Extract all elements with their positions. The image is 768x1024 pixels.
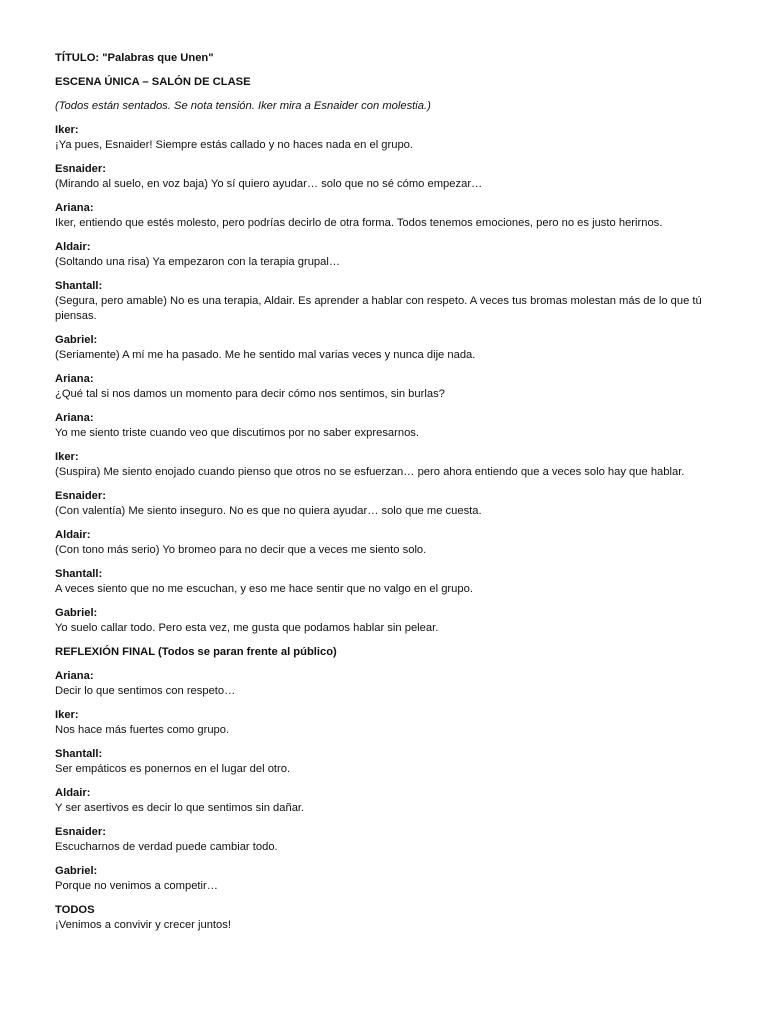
speaker-name: Ariana: <box>55 373 94 385</box>
scene-heading: ESCENA ÚNICA – SALÓN DE CLASE <box>55 76 251 88</box>
dialogue-line: (Segura, pero amable) No es una terapia, Aldair. Es aprender a hablar con respeto. A veces tus bromas molestan más de lo que tú piensas. <box>55 295 702 322</box>
dialogue-line: Iker, entiendo que estés molesto, pero podrías decirlo de otra forma. Todos tenemos emociones, pero no es justo herirnos. <box>55 217 663 229</box>
speaker-name: Ariana: <box>55 202 94 214</box>
speaker-name: Gabriel: <box>55 865 98 877</box>
dialogue-block <box>55 489 735 519</box>
dialogue-line: (Suspira) Me siento enojado cuando pienso que otros no se esfuerzan… pero ahora entiendo que a veces solo hay que hablar. <box>55 466 685 478</box>
reflection-heading: REFLEXIÓN FINAL (Todos se paran frente al público) <box>55 646 337 658</box>
speaker-name: Esnaider: <box>55 826 106 838</box>
dialogue-block <box>55 162 735 192</box>
dialogue-block <box>55 528 735 558</box>
dialogue-section <box>55 123 735 636</box>
reflection-block <box>55 864 735 894</box>
reflection-block <box>55 903 735 933</box>
reflection-line: Nos hace más fuertes como grupo. <box>55 724 230 736</box>
reflection-block <box>55 669 735 699</box>
reflection-line: Escucharnos de verdad puede cambiar todo. <box>55 841 278 853</box>
reflection-line: Ser empáticos es ponernos en el lugar del otro. <box>55 763 291 775</box>
document-title: TÍTULO: "Palabras que Unen" <box>55 52 214 64</box>
speaker-name: Shantall: <box>55 748 103 760</box>
stage-direction: (Todos están sentados. Se nota tensión. Iker mira a Esnaider con molestia.) <box>55 100 431 112</box>
speaker-name: Shantall: <box>55 568 103 580</box>
speaker-name: Ariana: <box>55 412 94 424</box>
dialogue-block <box>55 333 735 363</box>
dialogue-block <box>55 123 735 153</box>
script-document <box>55 51 735 942</box>
dialogue-block <box>55 450 735 480</box>
dialogue-block <box>55 567 735 597</box>
dialogue-line: (Mirando al suelo, en voz baja) Yo sí quiero ayudar… solo que no sé cómo empezar… <box>55 178 483 190</box>
reflection-block <box>55 786 735 816</box>
speaker-name: Esnaider: <box>55 163 106 175</box>
speaker-name: Gabriel: <box>55 607 98 619</box>
reflection-block <box>55 708 735 738</box>
dialogue-line: ¿Qué tal si nos damos un momento para decir cómo nos sentimos, sin burlas? <box>55 388 445 400</box>
dialogue-block <box>55 606 735 636</box>
reflection-block <box>55 825 735 855</box>
speaker-name: Ariana: <box>55 670 94 682</box>
reflection-section <box>55 669 735 933</box>
reflection-line: Decir lo que sentimos con respeto… <box>55 685 236 697</box>
dialogue-block <box>55 240 735 270</box>
dialogue-block <box>55 411 735 441</box>
reflection-line: Y ser asertivos es decir lo que sentimos sin dañar. <box>55 802 305 814</box>
reflection-line: ¡Venimos a convivir y crecer juntos! <box>55 919 231 931</box>
speaker-name: Iker: <box>55 451 79 463</box>
dialogue-line: Yo suelo callar todo. Pero esta vez, me gusta que podamos hablar sin pelear. <box>55 622 439 634</box>
dialogue-line: (Con tono más serio) Yo bromeo para no decir que a veces me siento solo. <box>55 544 427 556</box>
dialogue-block <box>55 279 735 324</box>
speaker-name: Esnaider: <box>55 490 106 502</box>
reflection-block <box>55 747 735 777</box>
dialogue-line: A veces siento que no me escuchan, y eso me hace sentir que no valgo en el grupo. <box>55 583 473 595</box>
speaker-name: Aldair: <box>55 241 91 253</box>
speaker-name: TODOS <box>55 904 95 916</box>
speaker-name: Aldair: <box>55 529 91 541</box>
reflection-line: Porque no venimos a competir… <box>55 880 218 892</box>
speaker-name: Gabriel: <box>55 334 98 346</box>
dialogue-line: Yo me siento triste cuando veo que discutimos por no saber expresarnos. <box>55 427 420 439</box>
dialogue-line: ¡Ya pues, Esnaider! Siempre estás callado y no haces nada en el grupo. <box>55 139 414 151</box>
dialogue-block <box>55 201 735 231</box>
dialogue-line: (Soltando una risa) Ya empezaron con la terapia grupal… <box>55 256 341 268</box>
dialogue-line: (Seriamente) A mí me ha pasado. Me he sentido mal varias veces y nunca dije nada. <box>55 349 476 361</box>
speaker-name: Iker: <box>55 124 79 136</box>
speaker-name: Aldair: <box>55 787 91 799</box>
speaker-name: Iker: <box>55 709 79 721</box>
speaker-name: Shantall: <box>55 280 103 292</box>
dialogue-block <box>55 372 735 402</box>
dialogue-line: (Con valentía) Me siento inseguro. No es que no quiera ayudar… solo que me cuesta. <box>55 505 482 517</box>
